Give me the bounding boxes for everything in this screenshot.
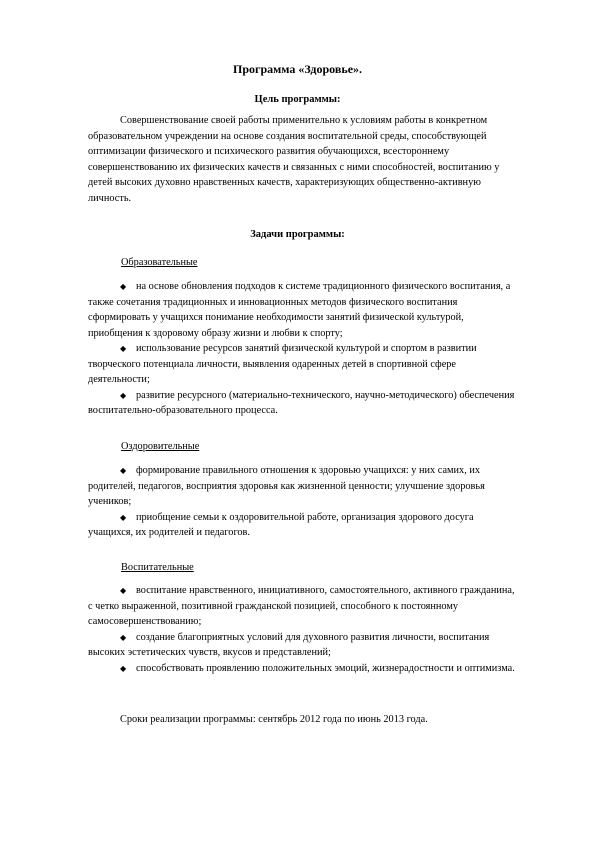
bullet-icon: ◆ xyxy=(120,632,127,642)
bullet-icon: ◆ xyxy=(120,663,127,673)
list-item xyxy=(88,388,520,419)
list-item-text: на основе обновления подходов к системе традиционного физического воспитания, а также сочетания традиционных и инновационных методов физического воспитания сформировать у учащихся понимание необходимости занятий физической культурой, приобщения к здоровому образу жизни и любви к спорту; xyxy=(88,281,511,339)
section-label-educational: Образовательные xyxy=(121,257,198,268)
goal-heading: Цель программы: xyxy=(254,94,341,105)
section-list-health xyxy=(88,463,520,541)
bullet-icon: ◆ xyxy=(120,344,127,353)
list-item xyxy=(88,583,520,630)
list-item xyxy=(88,661,520,677)
list-item-text: формирование правильного отношения к здоровью учащихся: у них самих, их родителей, педагогов, восприятия здоровья как жизненной ценности; улучшение здоровья учеников; xyxy=(88,465,485,507)
section-list-educational xyxy=(88,279,520,419)
tasks-heading: Задачи программы: xyxy=(250,229,345,240)
page-title: Программа «Здоровье». xyxy=(232,62,363,76)
list-item-text: развитие ресурсного (материально-технического, научно-методического) обеспечения воспитательно-образовательного процесса. xyxy=(88,389,515,416)
list-item xyxy=(88,630,520,661)
bullet-icon: ◆ xyxy=(120,390,127,400)
bullet-icon: ◆ xyxy=(120,586,127,595)
section-label-health: Оздоровительные xyxy=(121,441,200,452)
bullet-icon: ◆ xyxy=(120,466,127,475)
list-item xyxy=(88,463,520,510)
list-item-text: использование ресурсов занятий физической культурой и спортом в развитии творческого потенциала личности, выявления одаренных детей в спортивной сфере деятельности; xyxy=(88,343,477,385)
bullet-icon: ◆ xyxy=(120,282,127,291)
list-item xyxy=(88,341,520,388)
list-item-text: приобщение семьи к оздоровительной работе, организация здорового досуга учащихся, их родителей и педагогов. xyxy=(88,511,474,538)
closing-paragraph: Сроки реализации программы: сентябрь 2012 года по июнь 2013 года. xyxy=(120,714,428,725)
section-list-upbringing xyxy=(88,583,520,676)
list-item xyxy=(88,510,520,541)
list-item-text: создание благоприятных условий для духовного развития личности, воспитания высоких эстетических чувств, вкусов и представлений; xyxy=(88,631,490,658)
bullet-icon: ◆ xyxy=(120,512,127,522)
goal-paragraph: Совершенствование своей работы применительно к условиям работы в конкретном образовательном учреждении на основе создания воспитательной среды, способствующей оптимизации физического и психического развития обучающихся, всестороннему совершенствованию их физических качеств и связанных с ними способностей, воспитанию у детей высоких духовно нравственных качеств, характеризующих общественно-активную личность. xyxy=(88,115,500,204)
list-item-text: воспитание нравственного, инициативного, самостоятельного, активного гражданина, с четко выраженной, позитивной гражданской позицией, способного к постоянному самосовершенствованию; xyxy=(88,585,515,627)
list-item xyxy=(88,279,520,341)
list-item-text: способствовать проявлению положительных эмоций, жизнерадостности и оптимизма. xyxy=(136,662,515,674)
section-label-upbringing: Воспитательные xyxy=(121,562,194,573)
